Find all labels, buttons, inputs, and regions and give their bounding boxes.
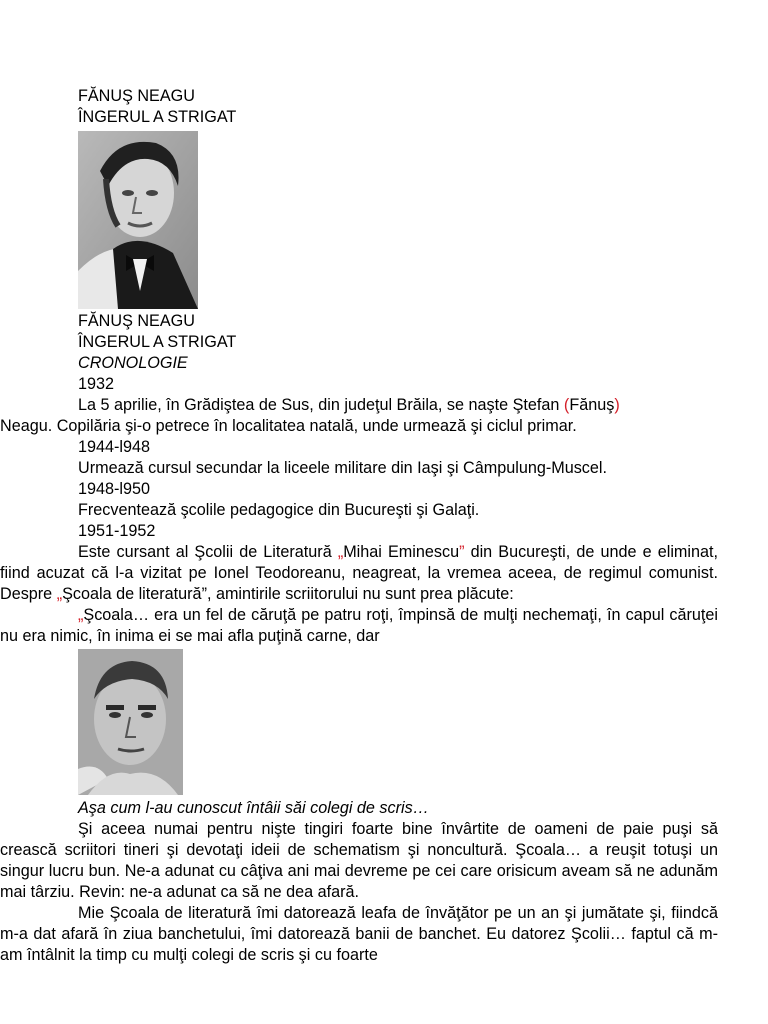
paragraph-1932-cont: Neagu. Copilăria şi-o petrece în localitatea natală, unde urmează şi ciclul primar. — [0, 417, 577, 435]
text-run: din Bucureşti, de unde e eliminat, fiind acuzat că l-a vizitat pe Ionel Teodoreanu, neagreat, la vremea aceea, de regimul comunist. Despre — [0, 543, 718, 603]
portrait-2-icon — [78, 649, 183, 795]
year-1944: 1944-l948 — [78, 438, 151, 456]
body-paragraph-2: Mie Şcoala de literatură îmi datorează leafa de învăţător pe un an şi jumătate şi, fiindcă m-a dat afară în ziua banchetului, îmi datorează banii de banchet. Eu datorez Şcolii… faptul că m-am întâlnit la timp cu mulţi colegi de scris şi cu foarte — [0, 904, 718, 964]
quote-paragraph — [0, 605, 718, 647]
author-portrait-photo-1 — [78, 131, 198, 309]
paragraph-1948: Frecventează şcolile pedagogice din Bucureşti şi Galaţi. — [78, 501, 480, 519]
photo-caption: Aşa cum l-au cunoscut întâii săi colegi de scris… — [78, 799, 429, 817]
red-quote: „ — [56, 585, 63, 603]
text-run: Este cursant al Şcolii de Literatură — [78, 543, 338, 561]
text-run: Mihai Eminescu — [343, 543, 460, 561]
year-1932: 1932 — [78, 375, 115, 393]
text-run: , amintirile scriitorului nu sunt prea plăcute: — [206, 585, 514, 603]
author-portrait-photo-2 — [78, 649, 183, 795]
red-paren: ) — [614, 396, 620, 414]
red-quote: „ — [78, 606, 84, 624]
text-run: La 5 aprilie, în Grădiştea de Sus, din judeţul Brăila, se naşte Ştefan — [78, 396, 564, 414]
document-content — [0, 86, 718, 966]
text-run: ” — [201, 585, 207, 603]
paragraph-1932 — [0, 395, 718, 416]
author-name: FĂNUŞ NEAGU — [78, 87, 195, 105]
book-title-repeat: ÎNGERUL A STRIGAT — [78, 333, 237, 351]
paragraph-1944: Urmează cursul secundar la liceele militare din Iaşi şi Câmpulung-Muscel. — [78, 459, 608, 477]
year-1951: 1951-1952 — [78, 522, 156, 540]
portrait-1-icon — [78, 131, 198, 309]
body-paragraph-1: Şi aceea numai pentru nişte tingiri foarte bine învârtite de oameni de paie puşi să crească scriitori tineri şi devotaţi ideii de schematism şi noncultură. Şcoala… a reuşit totuşi un singur lucru bun. Ne-a adunat cu câţiva ani mai devreme pe cei care orisicum aveam să ne adunăm mai târziu. Revin: ne-a adunat ca să ne dea afară. — [0, 820, 718, 901]
year-1948: 1948-l950 — [78, 480, 151, 498]
text-run: Şcoala de literatură — [62, 585, 202, 603]
red-paren: ( — [563, 396, 570, 414]
text-run: Fănuş — [569, 396, 615, 414]
text-run: Şcoala… era un fel de căruţă pe patru roţi, împinsă de mulţi nechemaţi, în capul căruţei nu era nimic, în inima ei se mai afla puţină carne, dar — [0, 606, 718, 645]
paragraph-1951 — [0, 542, 718, 605]
section-heading: CRONOLOGIE — [78, 354, 188, 372]
red-quote: ” — [459, 543, 465, 561]
book-title: ÎNGERUL A STRIGAT — [78, 108, 237, 126]
red-quote: „ — [337, 543, 344, 561]
author-name-repeat: FĂNUŞ NEAGU — [78, 312, 195, 330]
